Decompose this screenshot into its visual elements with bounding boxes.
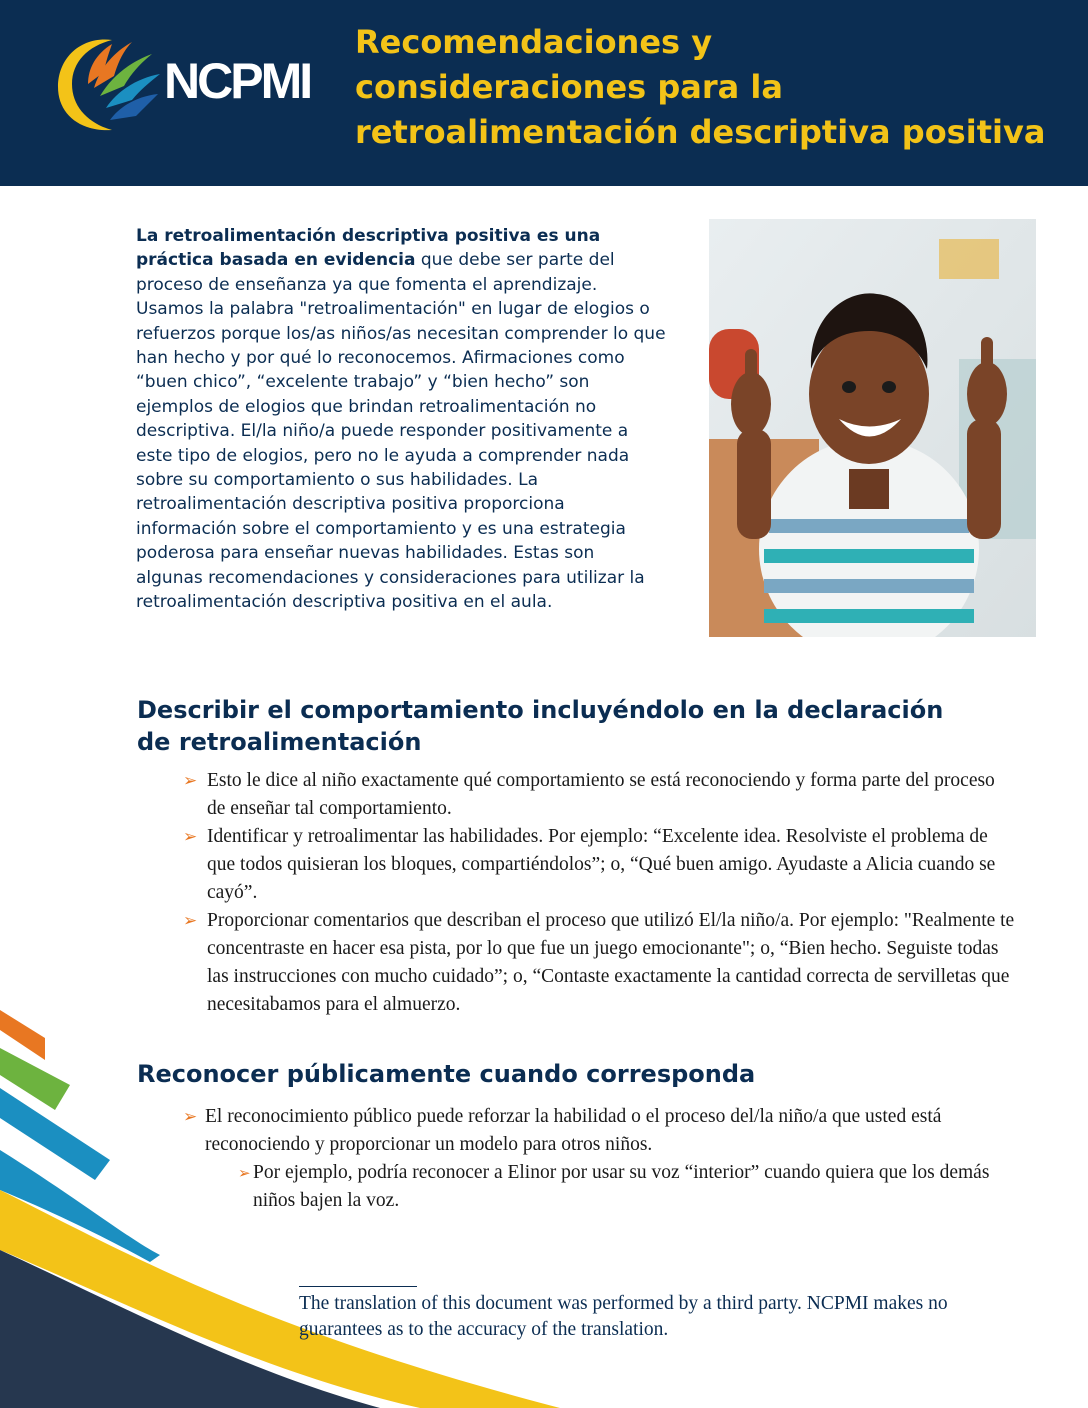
intro-body: que debe ser parte del proceso de enseñanza ya que fomenta el aprendizaje. Usamos la palabra "retroalimentación" en lugar de elogios o refuerzos porque los/as niños/as necesitan comprender lo que han hecho y por qué lo reconocemos. Afirmaciones como “buen chico”, “excelente trabajo” y “bien hecho” son ejemplos de elogios que brindan retroalimentación no descriptiva. El/la niño/a puede responder positivamente a este tipo de elogios, pero no le ayuda a comprender nada sobre su comportamiento o sus habilidades. La retroalimentación descriptiva positiva proporciona información sobre el comportamiento y es una estrategia poderosa para enseñar nuevas habilidades. Estas son algunas recomendaciones y consideraciones para utilizar la retroalimentación descriptiva positiva en el aula. (136, 250, 666, 613)
intro-paragraph (136, 224, 666, 615)
arrow-bullet-icon: ➢ (183, 1107, 198, 1127)
section-heading-describe (137, 694, 997, 758)
page-title (355, 20, 1075, 155)
section-heading-describe-line-2: de retroalimentación (137, 728, 422, 756)
list-item-text: Identificar y retroalimentar las habilidades. Por ejemplo: “Excelente idea. Resolviste el problema de que todos quisieran los bloques, compartiéndolos”; o, “Qué buen amigo. Ayudaste a Alicia cuando se cayó”. (207, 826, 996, 903)
title-line-1: Recomendaciones y (355, 23, 713, 61)
arrow-bullet-icon: ➢ (183, 827, 198, 847)
list-item-text: Esto le dice al niño exactamente qué comportamiento se está reconociendo y forma parte del proceso de enseñar tal comportamiento. (207, 770, 995, 819)
decorative-swoosh (0, 1000, 600, 1408)
list-item-text: Por ejemplo, podría reconocer a Elinor por usar su voz “interior” cuando quiera que los demás niños bajen la voz. (253, 1162, 990, 1211)
footnote-rule (299, 1286, 417, 1287)
translation-footnote (299, 1270, 1019, 1343)
arrow-bullet-icon: ➢ (183, 771, 198, 791)
title-line-2: consideraciones para la (355, 68, 783, 106)
title-line-3: retroalimentación descriptiva positiva (355, 113, 1046, 151)
child-thumbs-up-photo (709, 219, 1036, 637)
section-heading-describe-line-1: Describir el comportamiento incluyéndolo en la declaración (137, 696, 944, 724)
ncpmi-logo-icon (52, 32, 162, 134)
intro-bold: La retroalimentación descriptiva positiva es una práctica basada en evidencia (136, 226, 601, 271)
logo-text: NCPMI (164, 53, 311, 109)
list-item-text: El reconocimiento público puede reforzar la habilidad o el proceso del/la niño/a que usted está reconociendo y proporcionar un modelo para otros niños. (205, 1106, 942, 1155)
describe-bullet-list (183, 767, 1017, 1019)
list-item (183, 767, 1017, 823)
footnote-text: The translation of this document was performed by a third party. NCPMI makes no guarantees as to the accuracy of the translation. (299, 1293, 948, 1340)
arrow-bullet-icon: ➢ (238, 1164, 251, 1182)
arrow-bullet-icon: ➢ (183, 911, 198, 931)
list-item (183, 823, 1017, 907)
section-heading-public: Reconocer públicamente cuando corresponda (137, 1060, 756, 1088)
list-item-text: Proporcionar comentarios que describan el proceso que utilizó El/la niño/a. Por ejemplo: "Realmente te concentraste en hacer esa pista, por lo que fue un juego emocionante"; o, “Bien hecho. Seguiste todas las instrucciones con mucho cuidado”; o, “Contaste exactamente la cantidad correcta de servilletas que necesitabamos para el almuerzo. (207, 910, 1015, 1015)
header-banner (0, 0, 1088, 186)
